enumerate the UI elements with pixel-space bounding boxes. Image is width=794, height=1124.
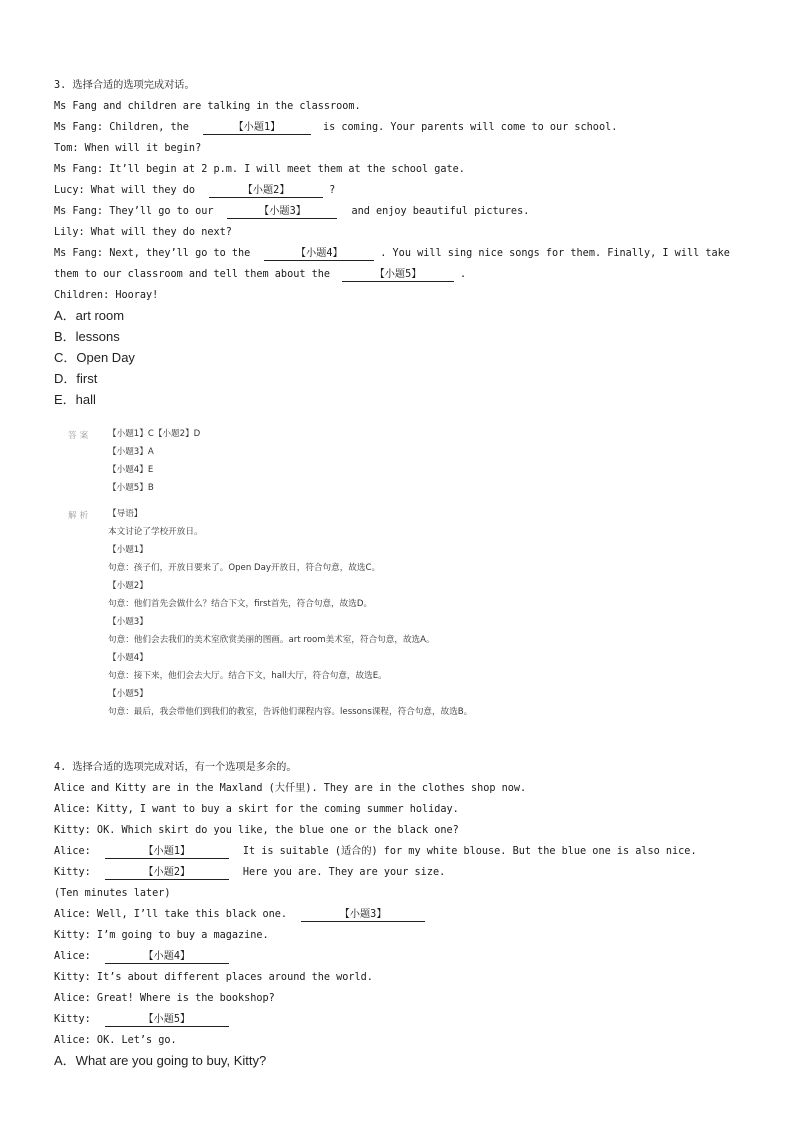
blank-q5: 【小题5】 [105,1014,229,1027]
analysis-line: 【小题4】 [108,653,148,663]
answer-label: 答案 [68,431,92,441]
question-3-title: 3. 选择合适的选项完成对话。 [54,80,195,91]
analysis-line: 【小题2】 [108,581,148,591]
option-a: A．art room [54,308,125,323]
blank-q1: 【小题1】 [203,122,311,135]
blank-q5: 【小题5】 [342,269,454,282]
option-d: D．first [54,371,98,386]
option-b: B．lessons [54,329,120,344]
dialogue-line: them to our classroom and tell them about the 【小题5】 . [54,269,467,280]
analysis-line: 句意：他们首先会做什么？结合下文，first首先，符合句意，故选D。 [108,599,373,609]
dialogue-line: Ms Fang: Children, the 【小题1】 is coming. Your parents will come to our school. [54,122,618,133]
dialogue-line: Tom: When will it begin? [54,143,202,154]
dialogue-line: Alice and Kitty are in the Maxland (大仟里). They are in the clothes shop now. [54,783,527,794]
blank-q2: 【小题2】 [105,867,229,880]
dialogue-line: Children: Hooray! [54,290,159,301]
blank-q2: 【小题2】 [209,185,323,198]
blank-q1: 【小题1】 [105,846,229,859]
blank-q3: 【小题3】 [301,909,425,922]
dialogue-line: Ms Fang and children are talking in the classroom. [54,101,361,112]
analysis-line: 句意：孩子们，开放日要来了。Open Day开放日，符合句意，故选C。 [108,563,381,573]
dialogue-line: Lily: What will they do next? [54,227,232,238]
dialogue-line: Ms Fang: Next, they’ll go to the 【小题4】 . You will sing nice songs for them. Finally, I will take [54,248,730,259]
dialogue-line: Alice: Kitty, I want to buy a skirt for the coming summer holiday. [54,804,459,815]
dialogue-line: (Ten minutes later) [54,888,171,899]
analysis-line: 本文讨论了学校开放日。 [108,527,203,537]
blank-q4: 【小题4】 [264,248,374,261]
dialogue-line: Alice: 【小题4】 [54,950,235,964]
dialogue-line: Ms Fang: They’ll go to our 【小题3】 and enjoy beautiful pictures. [54,206,530,217]
dialogue-line: Kitty: It’s about different places around the world. [54,972,373,983]
answer-line: 【小题5】B [108,483,154,493]
analysis-line: 句意：最后，我会带他们到我们的教室，告诉他们课程内容。lessons课程，符合句意，故选B。 [108,707,473,717]
dialogue-line: Kitty: OK. Which skirt do you like, the blue one or the black one? [54,825,459,836]
option-c: C．Open Day [54,350,135,365]
analysis-line: 句意：他们会去我们的美术室欣赏美丽的图画。art room美术室，符合句意，故选A。 [108,635,435,645]
dialogue-line: Alice: Well, I’ll take this black one. 【小题3】 [54,908,431,922]
blank-q3: 【小题3】 [227,206,337,219]
analysis-line: 【小题1】 [108,545,148,555]
analysis-line: 【小题3】 [108,617,148,627]
analysis-label: 解析 [68,511,92,521]
analysis-line: 句意：接下来，他们会去大厅。结合下文，hall大厅，符合句意，故选E。 [108,671,387,681]
analysis-line: 【小题5】 [108,689,148,699]
dialogue-line: Kitty: 【小题5】 [54,1013,235,1027]
dialogue-line: Ms Fang: It’ll begin at 2 p.m. I will meet them at the school gate. [54,164,465,175]
dialogue-line: Kitty: 【小题2】 Here you are. They are your size. [54,867,446,878]
dialogue-line: Alice: Great! Where is the bookshop? [54,993,275,1004]
blank-q4: 【小题4】 [105,951,229,964]
question-4-title: 4. 选择合适的选项完成对话，有一个选项是多余的。 [54,762,297,773]
dialogue-line: Lucy: What will they do 【小题2】 ? [54,185,336,196]
analysis-line: 【导语】 [108,509,143,519]
answer-line: 【小题3】A [108,447,154,457]
dialogue-line: Kitty: I’m going to buy a magazine. [54,930,269,941]
dialogue-line: Alice: 【小题1】 It is suitable (适合的) for my white blouse. But the blue one is also nice. [54,846,697,857]
dialogue-line: Alice: OK. Let’s go. [54,1035,177,1046]
answer-line: 【小题1】C【小题2】D [108,429,201,439]
answer-line: 【小题4】E [108,465,154,475]
option-a: A．What are you going to buy, Kitty? [54,1053,267,1068]
option-e: E．hall [54,392,96,407]
